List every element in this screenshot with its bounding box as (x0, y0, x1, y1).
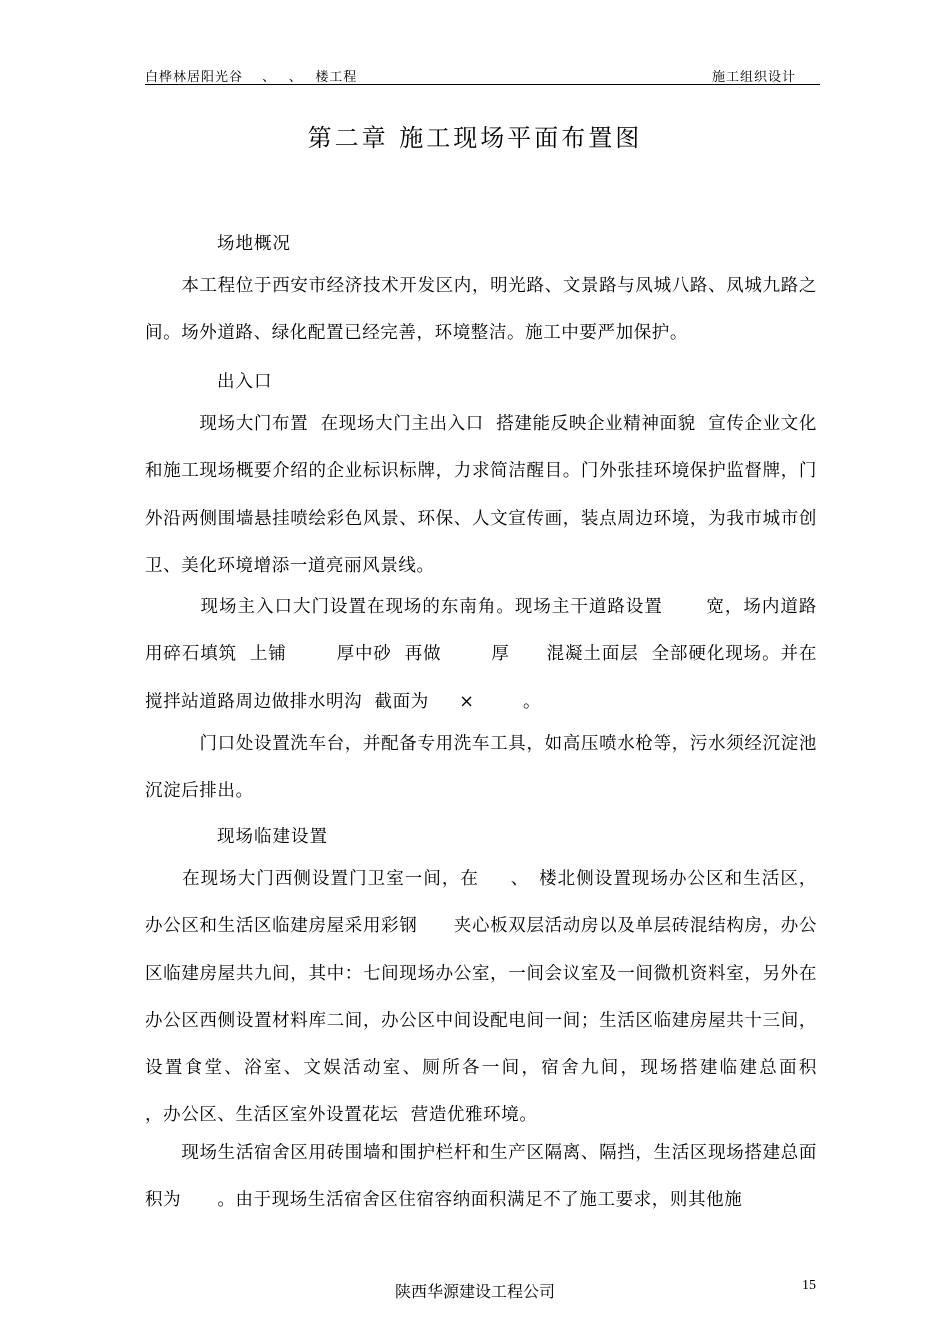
header-doc-type: 施工组织设计 (711, 70, 796, 85)
paragraph-gate-layout: 现场大门布置 在现场大门主出入口 搭建能反映企业精神面貌 宣传企业文化和施工现场概要介绍的企业标识标牌，力求简洁醒目。门外张挂环境保护监督牌，门外沿两侧围墙悬挂喷绘彩色风景、环保、人文宣传画，装点周边环境，为我市城市创卫、美化环境增添一道亮丽风景线。 (145, 414, 817, 576)
page-header (145, 66, 820, 84)
section-heading-temporary-facilities: 现场临建设置 (217, 827, 328, 847)
paragraph-living-area: 现场生活宿舍区用砖围墙和围护栏杆和生产区隔离、隔挡，生活区现场搭建总面积为 。由于现场生活宿舍区住宿容纳面积满足不了施工要求，则其他施 (145, 1143, 817, 1211)
page-number: 15 (802, 1278, 816, 1293)
header-project-name: 白桦林居阳光谷 、 、 楼工程 (145, 70, 358, 85)
paragraph-main-entrance: 现场主入口大门设置在现场的东南角。现场主干道路设置 宽，场内道路用碎石填筑 上铺 厚中砂 再做 厚 混凝土面层 全部硬化现场。并在搅拌站道路周边做排水明沟 截面为 × 。 (145, 597, 817, 712)
paragraph-site-overview: 本工程位于西安市经济技术开发区内，明光路、文景路与凤城八路、凤城九路之间。场外道路、绿化配置已经完善，环境整洁。施工中要严加保护。 (145, 276, 817, 344)
header-divider (145, 84, 820, 85)
section-heading-site-overview: 场地概况 (217, 234, 291, 254)
section-heading-entrance: 出入口 (217, 372, 273, 392)
paragraph-temporary-facilities: 在现场大门西侧设置门卫室一间，在 、 楼北侧设置现场办公区和生活区，办公区和生活区临建房屋采用彩钢 夹心板双层活动房以及单层砖混结构房，办公区临建房屋共九间，其中：七间现场办公室，一间会议室及一间微机资料室，另外在办公区西侧设置材料库二间，办公区中间设配电间一间；生活区临建房屋共十三间，设置食堂、浴室、文娱活动室、厕所各一间，宿舍九间，现场搭建临建总面积 ，办公区、生活区室外设置花坛 营造优雅环境。 (145, 869, 866, 1126)
paragraph-car-wash: 门口处设置洗车台，并配备专用洗车工具，如高压喷水枪等，污水须经沉淀池沉淀后排出。 (145, 734, 817, 802)
chapter-title: 第二章 施工现场平面布置图 (307, 124, 643, 152)
footer-company-name: 陕西华源建设工程公司 (394, 1284, 555, 1301)
